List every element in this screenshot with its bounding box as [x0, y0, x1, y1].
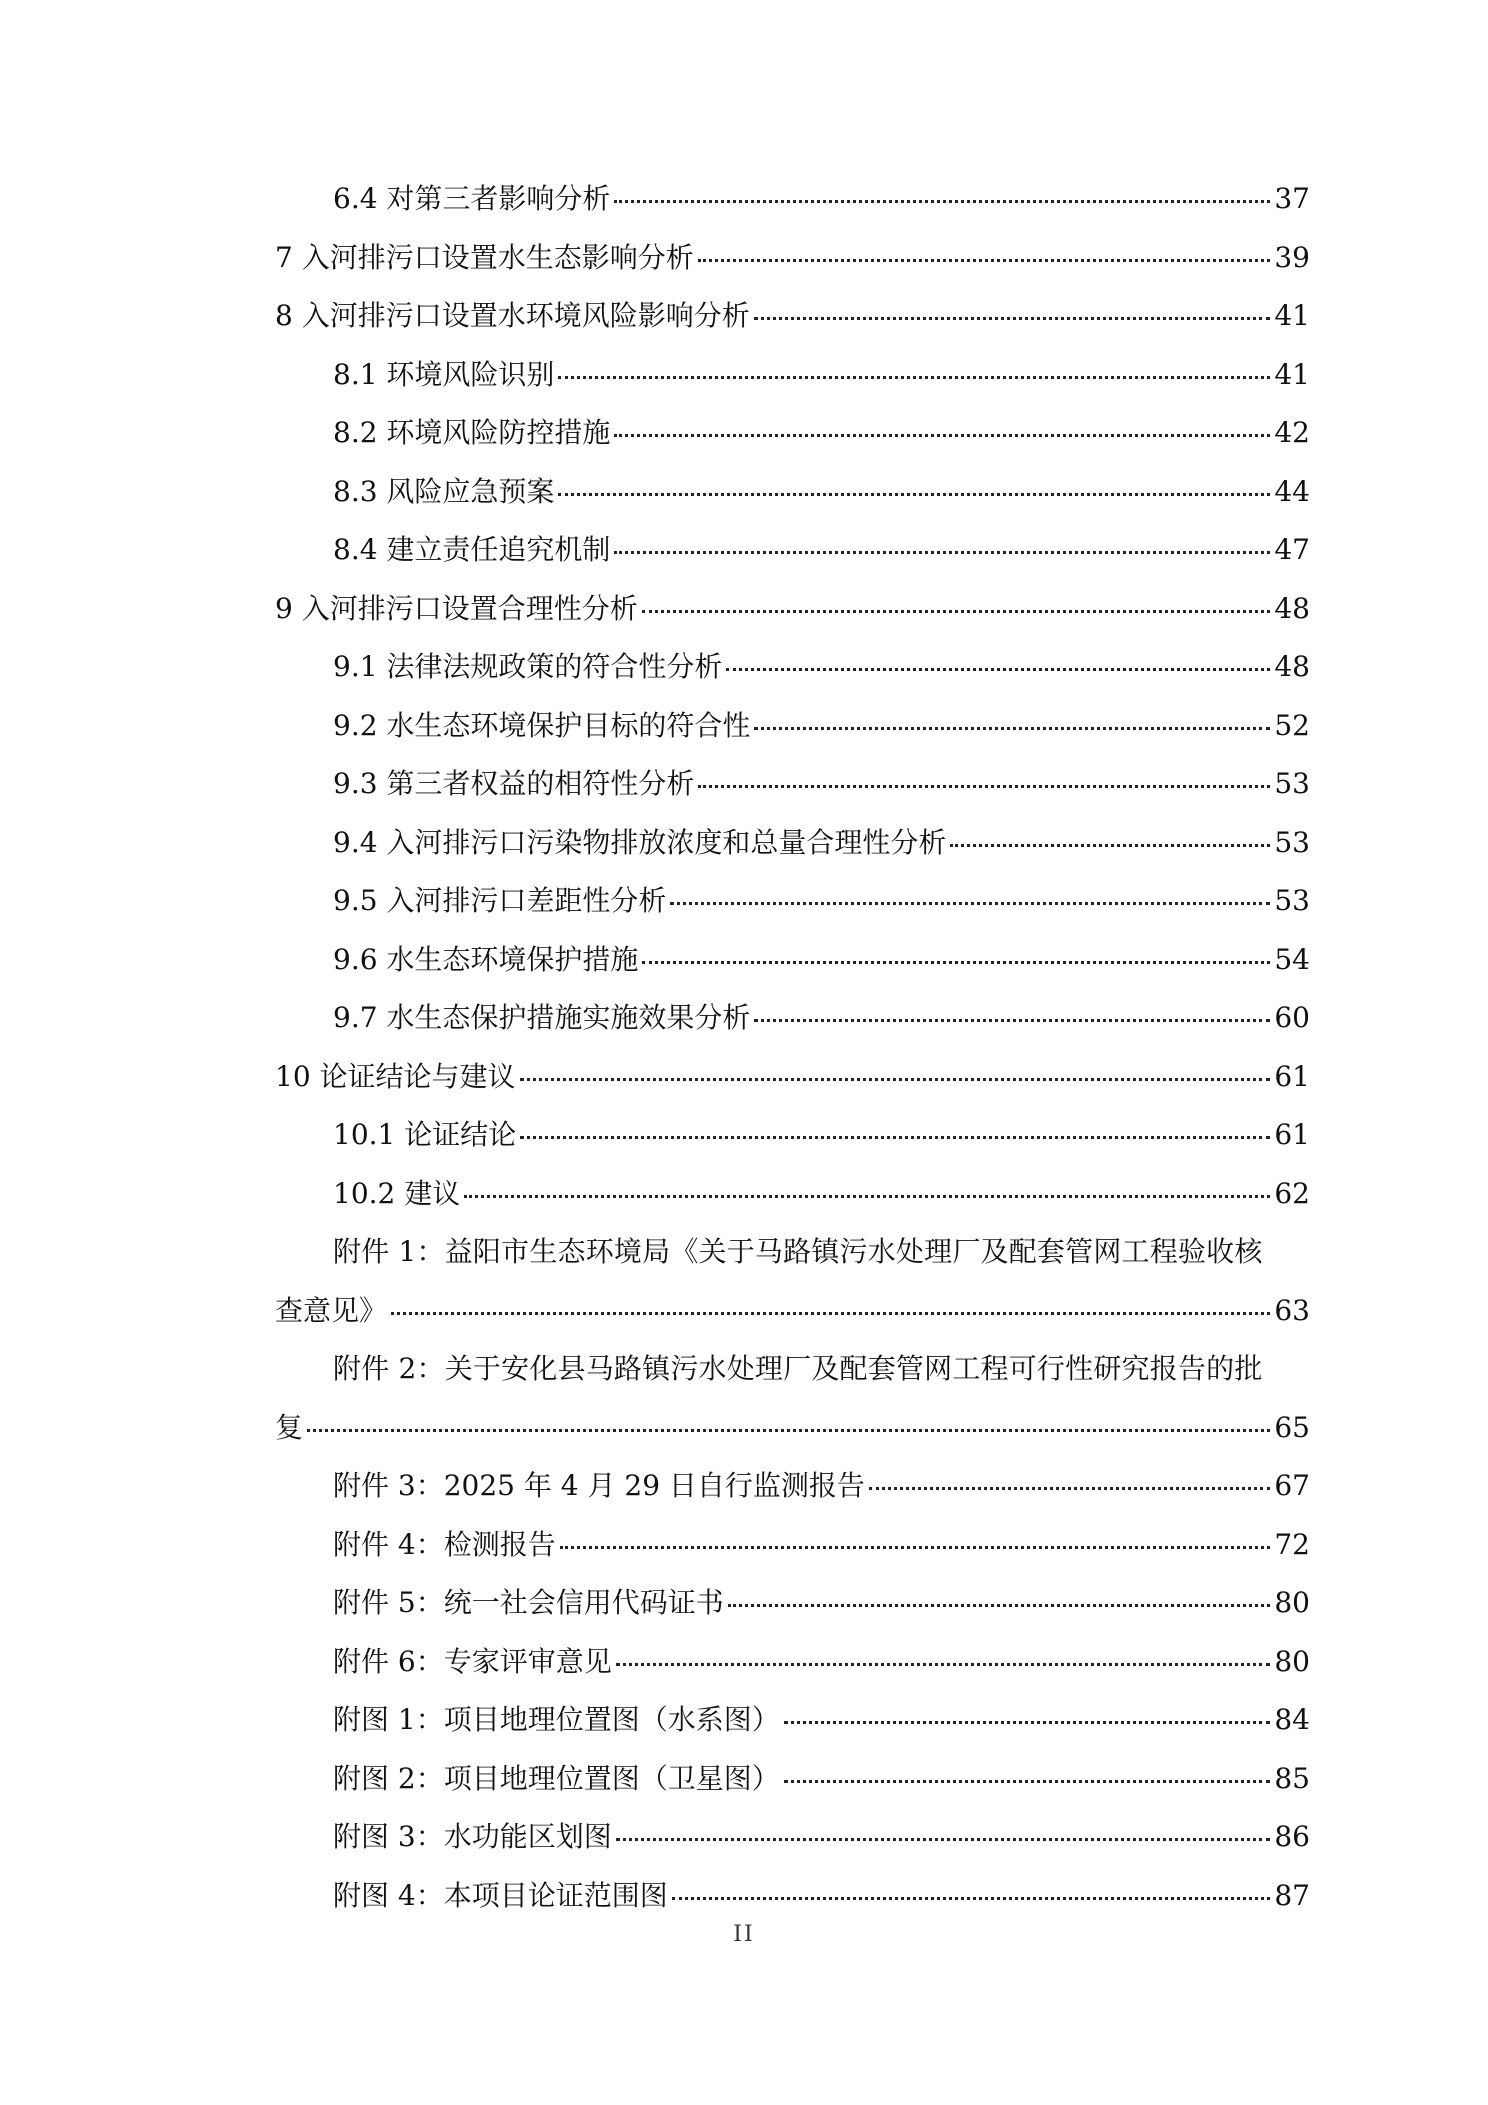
toc-entry-page: 85 [1274, 1761, 1310, 1795]
toc-entry-title: 查意见》 [275, 1293, 388, 1327]
toc-entry[interactable] [275, 1691, 1310, 1750]
toc-entry[interactable] [275, 638, 1310, 697]
toc-entry-page: 53 [1274, 825, 1310, 859]
toc-entry[interactable] [275, 1867, 1310, 1926]
toc-entry[interactable] [275, 521, 1310, 580]
dot-leader [754, 317, 1271, 320]
toc-entry-title: 8 入河排污口设置水环境风险影响分析 [275, 299, 750, 332]
toc-entry-title: 9.6 水生态环境保护措施 [333, 942, 639, 976]
toc-entry-page: 63 [1274, 1293, 1310, 1327]
toc-entry-title: 附图 1：项目地理位置图（水系图） [333, 1703, 780, 1736]
dot-leader [464, 1195, 1270, 1198]
toc-entry[interactable] [275, 1457, 1310, 1516]
toc-entry-page: 65 [1274, 1410, 1310, 1444]
dot-leader [520, 1078, 1271, 1081]
toc-entry[interactable] [275, 697, 1310, 756]
toc-entry[interactable] [275, 1750, 1310, 1809]
dot-leader [672, 1897, 1271, 1900]
toc-entry-page: 37 [1274, 182, 1310, 215]
toc-entry-page: 80 [1274, 1644, 1310, 1678]
dot-leader [642, 610, 1271, 613]
toc-entry-title: 附件 6：专家评审意见 [333, 1644, 612, 1678]
toc-entry-title: 复 [275, 1410, 304, 1444]
toc-entry-page: 72 [1274, 1527, 1310, 1561]
toc-entry[interactable] [275, 989, 1310, 1048]
toc-entry[interactable] [275, 1633, 1310, 1692]
toc-entry-title: 10 论证结论与建议 [275, 1059, 516, 1093]
toc-entry-page: 41 [1274, 357, 1310, 391]
toc-entry-title: 附图 2：项目地理位置图（卫星图） [333, 1761, 780, 1795]
toc-entry-page: 53 [1274, 884, 1310, 917]
dot-leader [614, 434, 1270, 437]
toc-entry[interactable] [275, 931, 1310, 990]
toc-entry-title: 附图 4：本项目论证范围图 [333, 1878, 668, 1912]
toc-entry-title: 6.4 对第三者影响分析 [333, 182, 611, 215]
toc-entry-page: 44 [1274, 474, 1310, 508]
toc-entry-title: 附件 4：检测报告 [333, 1527, 556, 1561]
toc-entry-wrapped-line[interactable]: 附件 1：益阳市生态环境局《关于马路镇污水处理厂及配套管网工程验收核 [333, 1235, 1263, 1268]
dot-leader [754, 1019, 1270, 1022]
toc-entry[interactable] [275, 346, 1310, 405]
toc-entry-page: 62 [1274, 1176, 1310, 1210]
toc-entry-page: 80 [1274, 1586, 1310, 1619]
dot-leader [869, 1487, 1270, 1490]
dot-leader [614, 200, 1270, 203]
dot-leader [616, 1838, 1271, 1841]
dot-leader [558, 493, 1270, 496]
toc-entry-page: 48 [1274, 591, 1310, 625]
dot-leader [560, 1546, 1271, 1549]
toc-entry-title: 9.7 水生态保护措施实施效果分析 [333, 1001, 751, 1034]
toc-entry-page: 47 [1274, 533, 1310, 566]
toc-entry-page: 87 [1274, 1878, 1310, 1912]
toc-entry[interactable] [275, 1399, 1310, 1458]
toc-entry-title: 10.2 建议 [333, 1176, 461, 1210]
toc-entry-title: 9.1 法律法规政策的符合性分析 [333, 650, 723, 683]
dot-leader [642, 961, 1270, 964]
toc-entry-title: 10.1 论证结论 [333, 1118, 517, 1151]
toc-entry-page: 41 [1274, 299, 1310, 332]
toc-entry[interactable] [275, 755, 1310, 814]
toc-entry-page: 86 [1274, 1820, 1310, 1853]
dot-leader [670, 902, 1270, 905]
toc-entry[interactable] [275, 287, 1310, 346]
table-of-contents [275, 170, 1310, 1925]
toc-entry-page: 60 [1274, 1001, 1310, 1034]
toc-entry-wrapped-line[interactable]: 附件 2：关于安化县马路镇污水处理厂及配套管网工程可行性研究报告的批 [333, 1352, 1263, 1385]
toc-entry-page: 42 [1274, 416, 1310, 449]
toc-entry-title: 9.2 水生态环境保护目标的符合性 [333, 708, 751, 742]
toc-entry[interactable] [275, 1106, 1310, 1165]
dot-leader [728, 1604, 1271, 1607]
toc-entry[interactable] [275, 1282, 1310, 1341]
toc-entry[interactable] [275, 170, 1310, 229]
toc-entry-page: 48 [1274, 650, 1310, 683]
toc-entry-title: 7 入河排污口设置水生态影响分析 [275, 240, 694, 274]
dot-leader [558, 376, 1270, 379]
toc-entry-title: 附件 5：统一社会信用代码证书 [333, 1586, 724, 1619]
toc-entry[interactable] [275, 1516, 1310, 1575]
toc-entry-title: 9.5 入河排污口差距性分析 [333, 884, 667, 917]
toc-entry-page: 54 [1274, 942, 1310, 976]
toc-entry-page: 52 [1274, 708, 1310, 742]
toc-entry-title: 附件 3：2025 年 4 月 29 日自行监测报告 [333, 1469, 865, 1502]
toc-entry[interactable] [275, 1165, 1310, 1224]
toc-entry[interactable] [275, 1574, 1310, 1633]
toc-entry-page: 61 [1274, 1059, 1310, 1093]
dot-leader [754, 727, 1270, 730]
dot-leader [520, 1136, 1270, 1139]
toc-entry-title: 8.4 建立责任追究机制 [333, 533, 611, 566]
toc-entry-page: 39 [1274, 240, 1310, 274]
dot-leader [698, 259, 1271, 262]
toc-entry[interactable] [275, 463, 1310, 522]
toc-entry[interactable] [275, 580, 1310, 639]
toc-entry[interactable] [275, 1048, 1310, 1107]
toc-entry[interactable] [275, 1808, 1310, 1867]
dot-leader [726, 668, 1270, 671]
toc-entry-page: 67 [1274, 1469, 1310, 1502]
toc-entry-title: 9.3 第三者权益的相符性分析 [333, 767, 695, 800]
dot-leader [614, 551, 1270, 554]
dot-leader [950, 844, 1270, 847]
toc-entry-title: 8.2 环境风险防控措施 [333, 416, 611, 449]
toc-entry-title: 8.1 环境风险识别 [333, 357, 555, 391]
dot-leader [784, 1721, 1271, 1724]
dot-leader [391, 1312, 1270, 1315]
toc-entry-title: 附图 3：水功能区划图 [333, 1820, 612, 1853]
toc-entry-page: 84 [1274, 1703, 1310, 1736]
toc-entry-title: 9 入河排污口设置合理性分析 [275, 591, 638, 625]
toc-entry-title: 9.4 入河排污口污染物排放浓度和总量合理性分析 [333, 825, 947, 859]
toc-entry[interactable] [275, 404, 1310, 463]
toc-entry-page: 53 [1274, 767, 1310, 800]
toc-entry[interactable] [275, 229, 1310, 288]
dot-leader [784, 1780, 1271, 1783]
toc-entry[interactable] [275, 814, 1310, 873]
dot-leader [307, 1429, 1270, 1432]
dot-leader [616, 1663, 1271, 1666]
dot-leader [698, 785, 1270, 788]
toc-entry-page: 61 [1274, 1118, 1310, 1151]
toc-entry[interactable] [275, 872, 1310, 931]
page-number: II [733, 1922, 755, 1947]
toc-entry-title: 8.3 风险应急预案 [333, 474, 555, 508]
